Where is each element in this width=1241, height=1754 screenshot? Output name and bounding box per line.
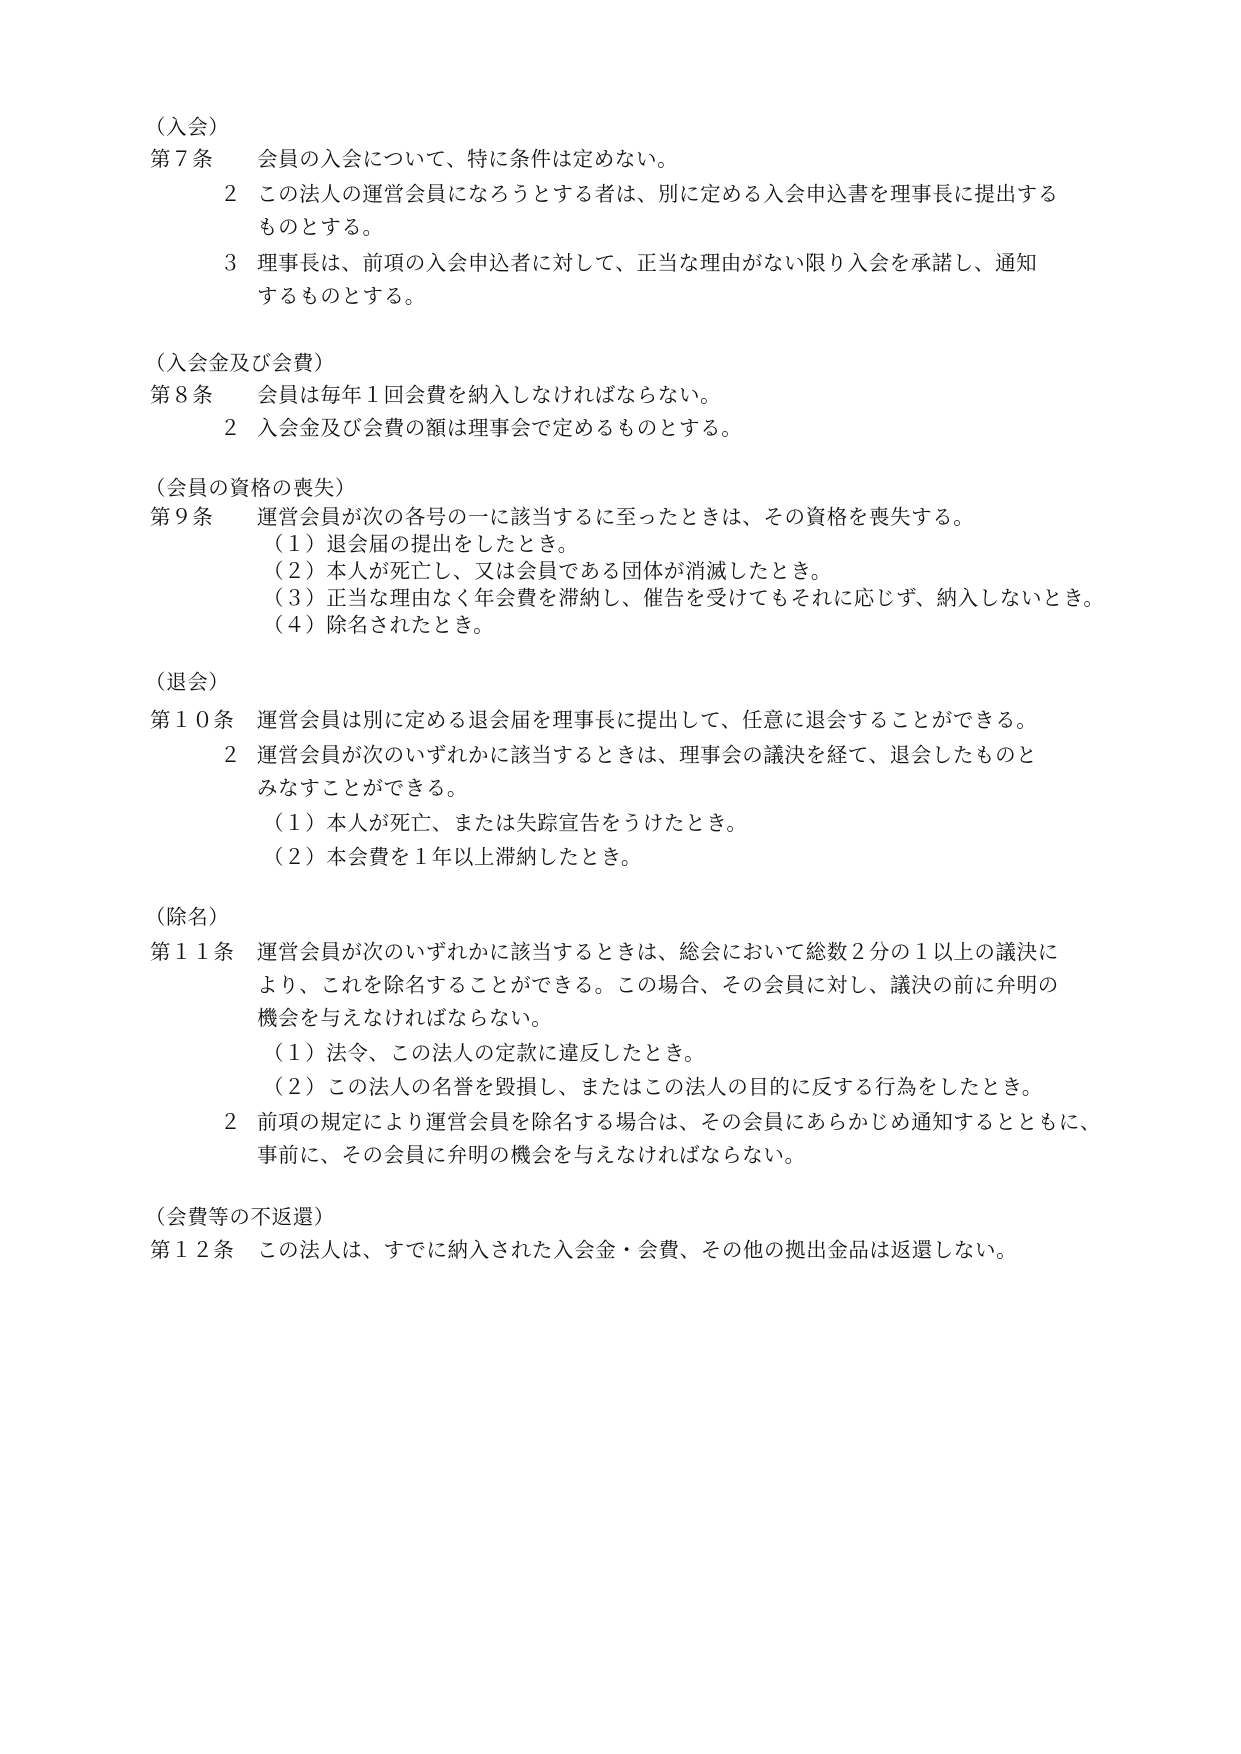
paragraph-text: 事前に、その会員に弁明の機会を与えなければならない。 (257, 1143, 806, 1167)
section-heading: （退会） (145, 670, 230, 694)
list-item: （１）退会届の提出をしたとき。 (263, 532, 579, 556)
article-text: 運営会員が次のいずれかに該当するときは、総会において総数２分の１以上の議決に (257, 940, 1059, 964)
article-number: 第７条 (150, 147, 214, 171)
paragraph-text: 入会金及び会費の額は理事会で定めるものとする。 (257, 416, 743, 440)
article-number: 第１１条 (150, 940, 235, 964)
list-item: （４）除名されたとき。 (263, 613, 495, 637)
article-number: 第１２条 (150, 1238, 235, 1262)
paragraph-number: ２ (220, 1110, 242, 1134)
paragraph-text: 運営会員が次のいずれかに該当するときは、理事会の議決を経て、退会したものと (257, 743, 1038, 767)
section-heading: （会員の資格の喪失） (145, 476, 356, 500)
list-item: （１）本人が死亡、または失踪宣告をうけたとき。 (263, 811, 748, 835)
paragraph-number: ２ (220, 182, 242, 206)
article-text: 運営会員は別に定める退会届を理事長に提出して、任意に退会することができる。 (257, 708, 1038, 732)
article-number: 第９条 (150, 505, 214, 529)
section-heading: （入会金及び会費） (145, 351, 335, 375)
paragraph-text: ものとする。 (257, 215, 384, 239)
paragraph-number: ３ (220, 251, 242, 275)
article-text: より、これを除名することができる。この場合、その会員に対し、議決の前に弁明の (257, 973, 1059, 997)
section-heading: （除名） (145, 905, 230, 929)
paragraph-number: ２ (220, 743, 242, 767)
list-item: （２）この法人の名誉を毀損し、またはこの法人の目的に反する行為をしたとき。 (263, 1075, 1043, 1099)
list-item: （２）本人が死亡し、又は会員である団体が消滅したとき。 (263, 559, 832, 583)
section-heading: （会費等の不返還） (145, 1205, 335, 1229)
paragraph-text: この法人の運営会員になろうとする者は、別に定める入会申込書を理事長に提出する (257, 182, 1059, 206)
article-number: 第１０条 (150, 708, 235, 732)
article-text: 機会を与えなければならない。 (257, 1006, 553, 1030)
paragraph-text: 理事長は、前項の入会申込者に対して、正当な理由がない限り入会を承諾し、通知 (257, 251, 1038, 275)
article-text: 運営会員が次の各号の一に該当するに至ったときは、その資格を喪失する。 (257, 505, 975, 529)
paragraph-text: するものとする。 (257, 284, 426, 308)
article-text: 会員は毎年１回会費を納入しなければならない。 (257, 383, 722, 407)
article-number: 第８条 (150, 383, 214, 407)
section-heading: （入会） (145, 115, 230, 139)
list-item: （３）正当な理由なく年会費を滞納し、催告を受けてもそれに応じず、納入しないとき。 (263, 586, 1105, 610)
list-item: （１）法令、この法人の定款に違反したとき。 (263, 1041, 706, 1065)
list-item: （２）本会費を１年以上滞納したとき。 (263, 845, 642, 869)
paragraph-text: 前項の規定により運営会員を除名する場合は、その会員にあらかじめ通知するとともに、 (257, 1110, 1101, 1134)
article-text: 会員の入会について、特に条件は定めない。 (257, 147, 679, 171)
article-text: この法人は、すでに納入された入会金・会費、その他の拠出金品は返還しない。 (257, 1238, 1018, 1262)
paragraph-number: ２ (220, 416, 242, 440)
paragraph-text: みなすことができる。 (257, 776, 468, 800)
